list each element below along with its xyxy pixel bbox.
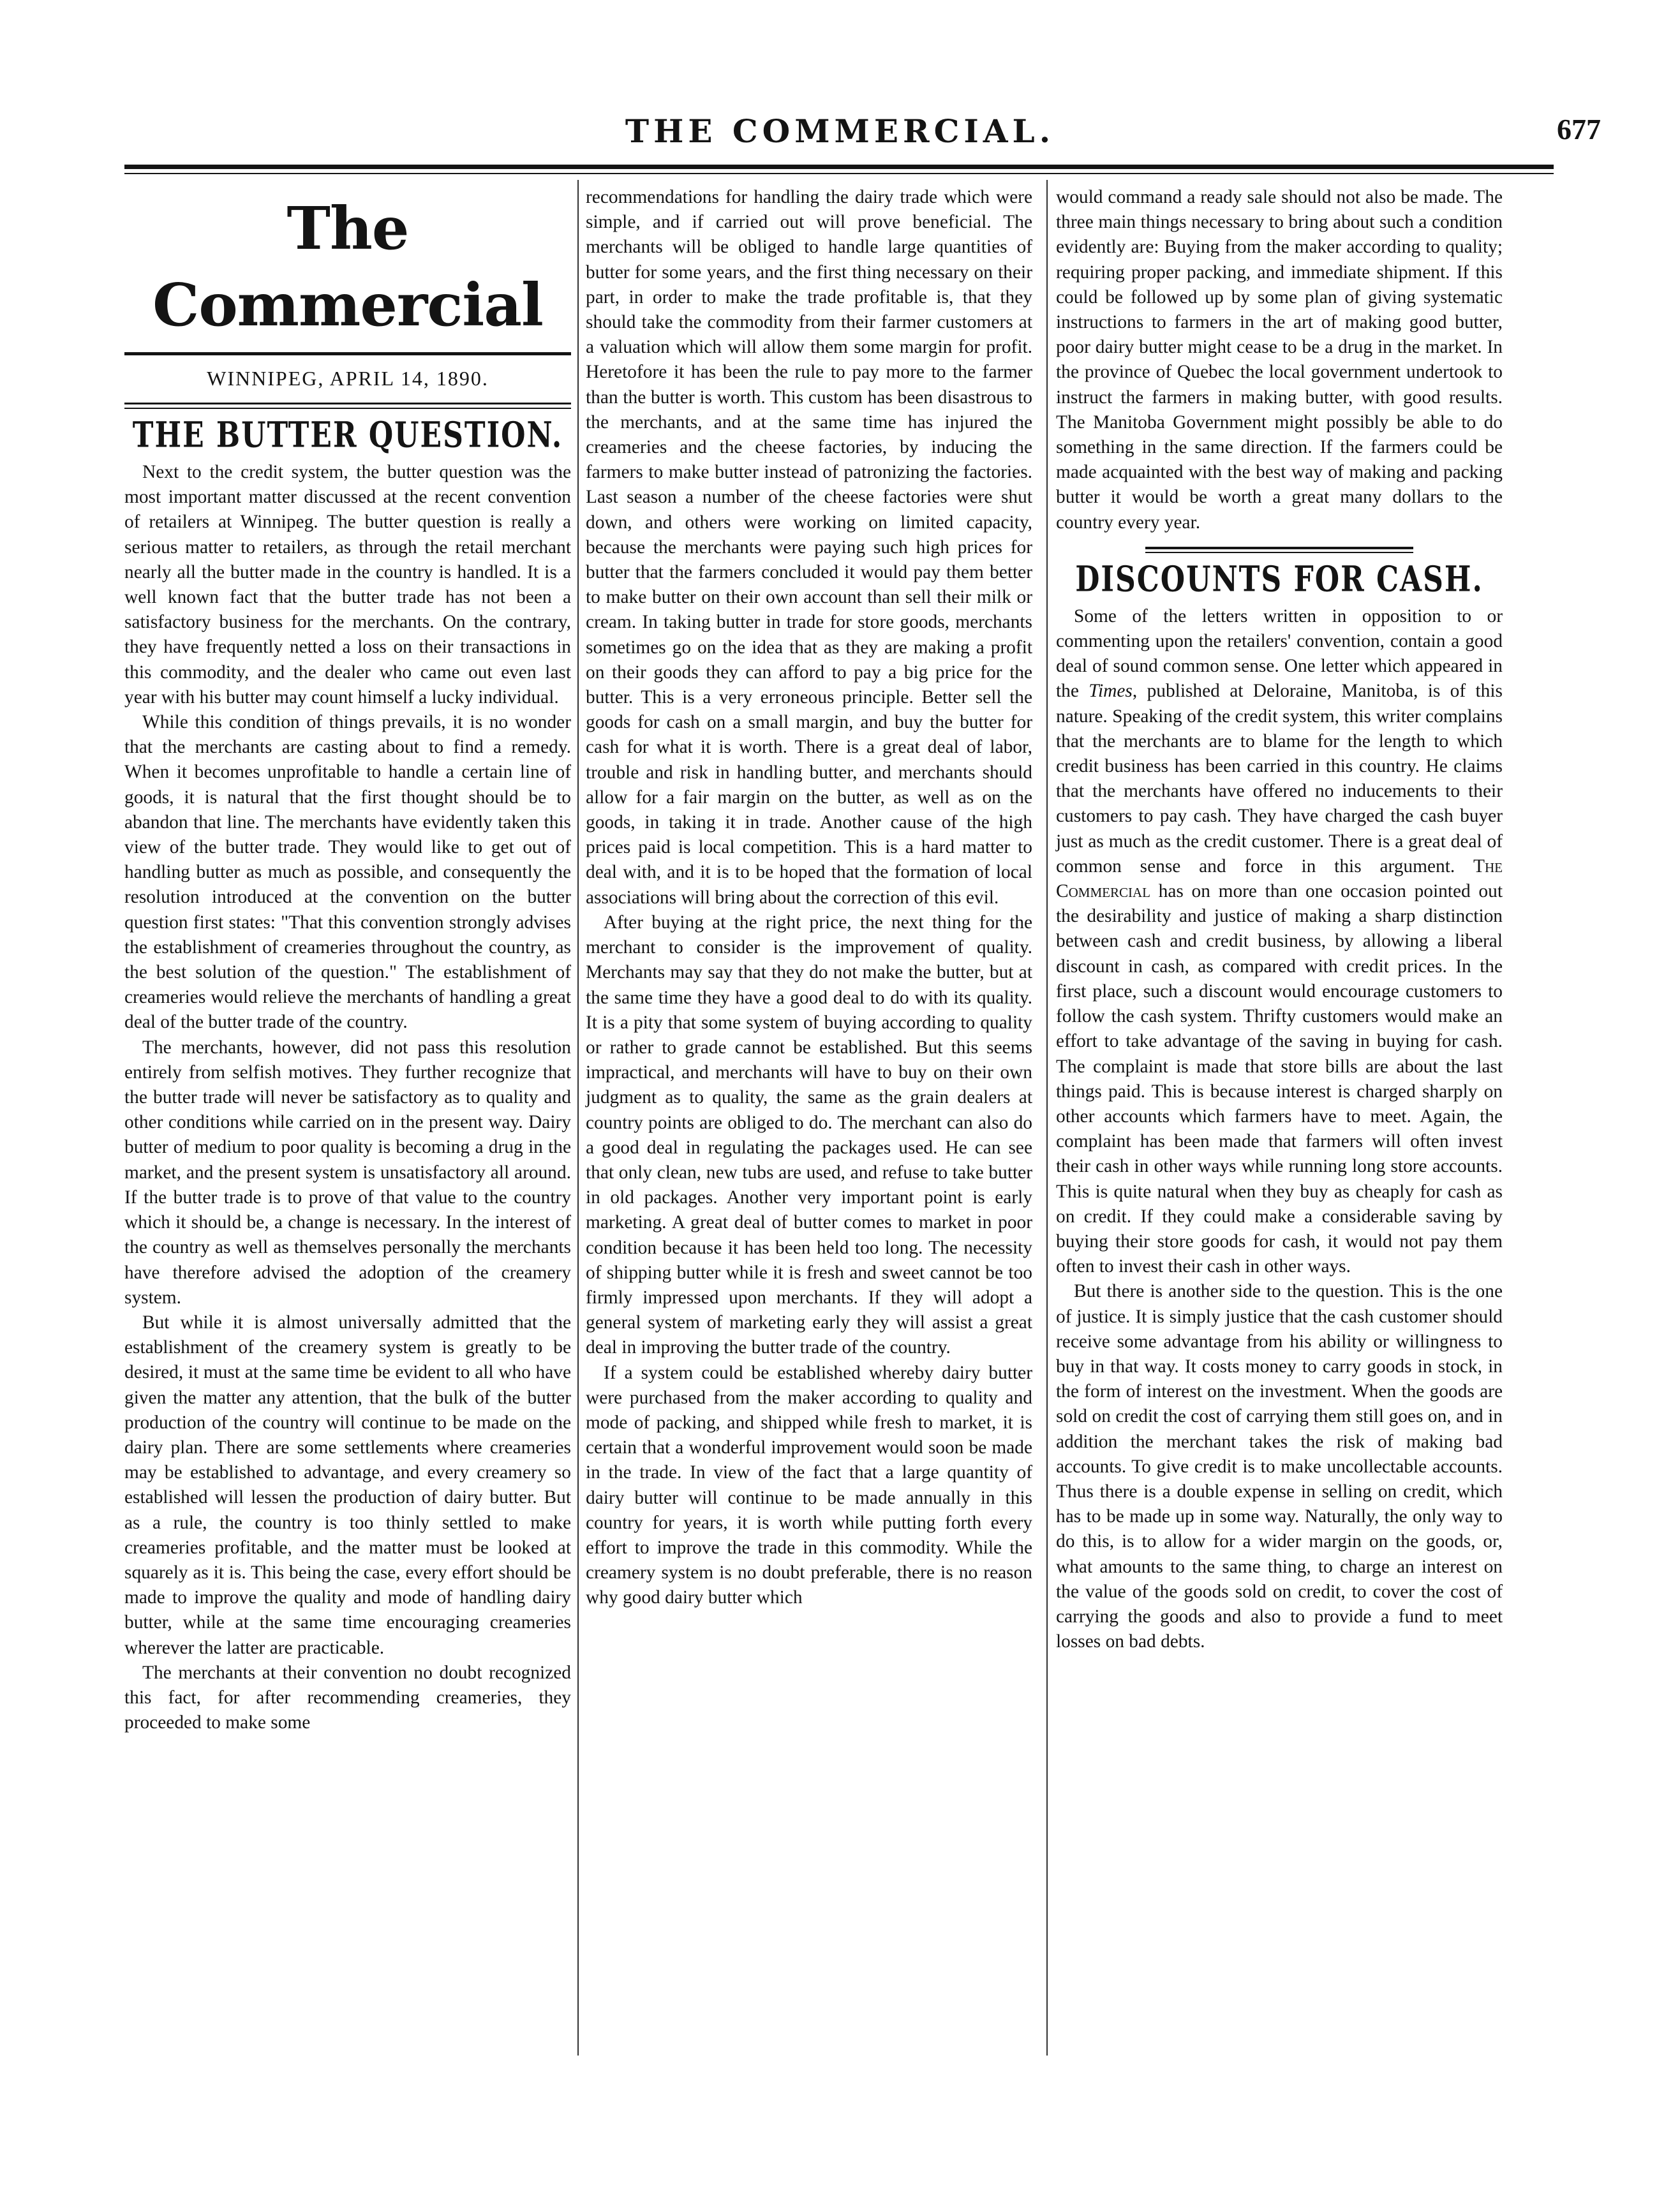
dateline: WINNIPEG, APRIL 14, 1890. bbox=[207, 367, 489, 390]
column-3 bbox=[1056, 185, 1503, 1654]
publication-name: Times bbox=[1089, 681, 1133, 702]
text-run: has on more than one occasion pointed out the desirability and justice of making a sharp distinction between cash and credit business, by allowing a liberal discount in cash, as compared with credit prices. In the first place, such a discount would encourage customers to follow the cash system. Thrifty customers would make an effort to take advantage of the saving in buying for cash. The complaint is made that store bills are about the last things paid. This is because interest is charged sharply on other accounts which farmers have to meet. Again, the complaint has been made that farmers will often invest their cash in other ways while running long store accounts. This is quite natural when they buy as cheaply for cash as on credit. If they could make a considerable saving by buying their store goods for cash, it would not pay them often to invest their cash in other ways. bbox=[1056, 881, 1503, 1277]
running-head: THE COMMERCIAL. bbox=[625, 112, 1055, 150]
masthead-rule bbox=[124, 352, 571, 355]
header-rule-thin bbox=[124, 173, 1554, 174]
page-number: 677 bbox=[1557, 113, 1601, 145]
paragraph-continued: recommendations for handling the dairy trade which were simple, and if carried out will prove beneficial. The merchants will be obliged to handle large quantities of butter for some years, and the first thing necessary on their part, in order to make the trade profitable is, that they should take the commodity from their farmer customers at a valuation which will allow them some margin for profit. Heretofore it has been the rule to pay more to the farmer than the butter is worth. This custom has been disastrous to the merchants, and at the same time has injured the creameries and the cheese factories, by inducing the farmers to make butter instead of patronizing the factories. Last season a number of the cheese factories were shut down, and others were working on limited capacity, because the merchants were paying such high prices for butter that the farmers concluded it would pay them better to make butter on their own account than sell their milk or cream. In taking butter in trade for store goods, merchants sometimes go on the idea that as they are making a profit on their goods they can afford to pay a big price for the butter. This is a very erroneous principle. Better sell the goods for cash on a small margin, and buy the butter for cash for what it is worth. There is a great deal of labor, trouble and risk in handling butter, and merchants should allow for a fair margin on the butter, as well as on the goods, in taking it in trade. Another cause of the high prices paid is local competition. This is a hard matter to deal with, and it is to be hoped that the formation of local associations will bring about the correction of this evil. bbox=[586, 187, 1032, 908]
masthead: The Commercial bbox=[152, 194, 543, 339]
paragraph: Next to the credit system, the butter question was the most important matter discussed at the recent convention of retailers at Winnipeg. The butter question is really a serious matter to retailers, as through the retail merchant nearly all the butter made in the country is handled. It is a well known fact that the butter trade has not been a satisfactory business for the merchants. On the contrary, they have frequently netted a loss on their transactions in this commodity, and the dealer who came out even last year with his butter may count himself a lucky individual. bbox=[124, 462, 571, 708]
paragraph: But there is another side to the question. This is the one of justice. It is simply justice that the cash customer should receive some advantage from his ability or willingness to buy in that way. It costs money to carry goods in stock, in the form of interest on the investment. When the goods are sold on credit the cost of carrying them still goes on, and in addition the merchant takes the risk of making bad accounts. To give credit is to make uncollectable accounts. Thus there is a double expense in selling on credit, which has to be made up in some way. Naturally, the only way to do this, is to allow for a wider margin on the goods, or, what amounts to the same thing, to charge an interest on the value of the goods sold on credit, to cover the cost of carrying the goods and also to provide a fund to meet losses on bad debts. bbox=[1056, 1281, 1503, 1652]
paragraph: But while it is almost universally admitted that the establishment of the creamery system is greatly to be desired, it must at the same time be evident to all who have given the matter any attention, that the bulk of the butter production of the country will continue to be made on the dairy plan. There are some settlements where creameries may be established to advantage, and every creamery so established will lessen the production of dairy butter. But as a rule, the country is too thinly settled to make creameries profitable, and the matter must be looked at squarely as it is. This being the case, every effort should be made to improve the quality and mode of handling dairy butter, while at the same time encouraging creameries wherever the latter are practicable. bbox=[124, 1312, 571, 1658]
paragraph: If a system could be established whereby dairy butter were purchased from the maker according to quality and mode of packing, and shipped while fresh to market, it is certain that a wonderful improvement would soon be made in the trade. In view of the fact that a large quantity of dairy butter will continue to be made annually in this country for years, it is worth while putting forth every effort to improve the trade in this commodity. While the creamery system is no doubt preferable, there is no reason why good dairy butter which bbox=[586, 1362, 1032, 1608]
section-rule-1 bbox=[1145, 547, 1413, 549]
dateline-rule-2 bbox=[124, 408, 571, 409]
column-divider-2 bbox=[1046, 180, 1048, 2056]
text-run: , published at Deloraine, Manitoba, is of this nature. Speaking of the credit system, this writer complains that the merchants are to blame for the length to which credit business has been carried in this country. He claims that the merchants have offered no inducements to their customers to pay cash. They have charged the cash buyer just as much as the credit customer. There is a great deal of common sense and force in this argument. bbox=[1056, 681, 1503, 877]
column-1 bbox=[124, 185, 571, 1735]
paragraph: While this condition of things prevails, it is no wonder that the merchants are casting about to find a remedy. When it becomes unprofitable to handle a certain line of goods, it is natural that the first thought should be to abandon that line. The merchants have evidently taken this view of the butter trade. They would like to get out of handling butter as much as possible, and consequently the resolution introduced at the convention on the butter question first states: "That this convention strongly advises the establishment of creameries throughout the country, as the best solution of the question." The establishment of creameries would relieve the merchants of handling a great deal of the butter trade of the country. bbox=[124, 712, 571, 1033]
article-heading-butter-question: THE BUTTER QUESTION. bbox=[132, 415, 563, 456]
paragraph: After buying at the right price, the next thing for the merchant to consider is the improvement of quality. Merchants may say that they do not make the butter, but at the same time they have a good deal to do with its quality. It is a pity that some system of buying according to quality or rather to grade cannot be established. But this seems impractical, and merchants will have to buy on their own judgment as to quality, the same as the grain dealers at country points are obliged to do. The merchant can also do a good deal in regulating the packages used. He can see that only clean, new tubs are used, and refuse to take butter in old packages. Another very important point is early marketing. A great deal of butter comes to market in poor condition because it has been held too long. The necessity of shipping butter while it is fresh and sweet cannot be too firmly impressed upon merchants. If they will adopt a general system of marketing early they will assist a great deal in improving the butter trade of the country. bbox=[586, 912, 1032, 1358]
dateline-rule-1 bbox=[124, 403, 571, 404]
section-rule-2 bbox=[1145, 552, 1413, 553]
publication-name: The Commercial bbox=[1056, 856, 1503, 902]
article-heading-discounts-for-cash: DISCOUNTS FOR CASH. bbox=[1075, 559, 1483, 600]
column-divider-1 bbox=[577, 180, 579, 2056]
column-2 bbox=[586, 185, 1032, 1611]
paragraph-continued: would command a ready sale should not also be made. The three main things necessary to bring about such a condition evidently are: Buying from the maker according to quality; requiring proper packing, and immediate shipment. If this could be followed up by some plan of giving systematic instructions to farmers in the art of making good butter, poor dairy butter might cease to be a drug in the market. In the province of Quebec the local government undertook to instruct the farmers in making butter, with good results. The Manitoba Government might possibly be able to do something in the same direction. If the farmers could be made acquainted with the best way of making and packing butter it would be worth a great many dollars to the country every year. bbox=[1056, 187, 1503, 533]
paragraph: The merchants at their convention no doubt recognized this fact, for after recommending creameries, they proceeded to make some bbox=[124, 1662, 571, 1733]
paragraph bbox=[1056, 604, 1503, 1279]
text-run: Some of the letters written in opposition to or commenting upon the retailers' convention, contain a good deal of sound common sense. One letter which appeared in the bbox=[1056, 605, 1503, 702]
paragraph: The merchants, however, did not pass this resolution entirely from selfish motives. They further recognize that the butter trade will never be satisfactory as to quality and other conditions while carried on in the present way. Dairy butter of medium to poor quality is becoming a drug in the market, and the present system is unsatisfactory all around. If the butter trade is to prove of that value to the country which it should be, a change is necessary. In the interest of the country as well as themselves personally the merchants have therefore advised the adoption of the creamery system. bbox=[124, 1037, 571, 1308]
header-rule-thick bbox=[124, 165, 1554, 169]
